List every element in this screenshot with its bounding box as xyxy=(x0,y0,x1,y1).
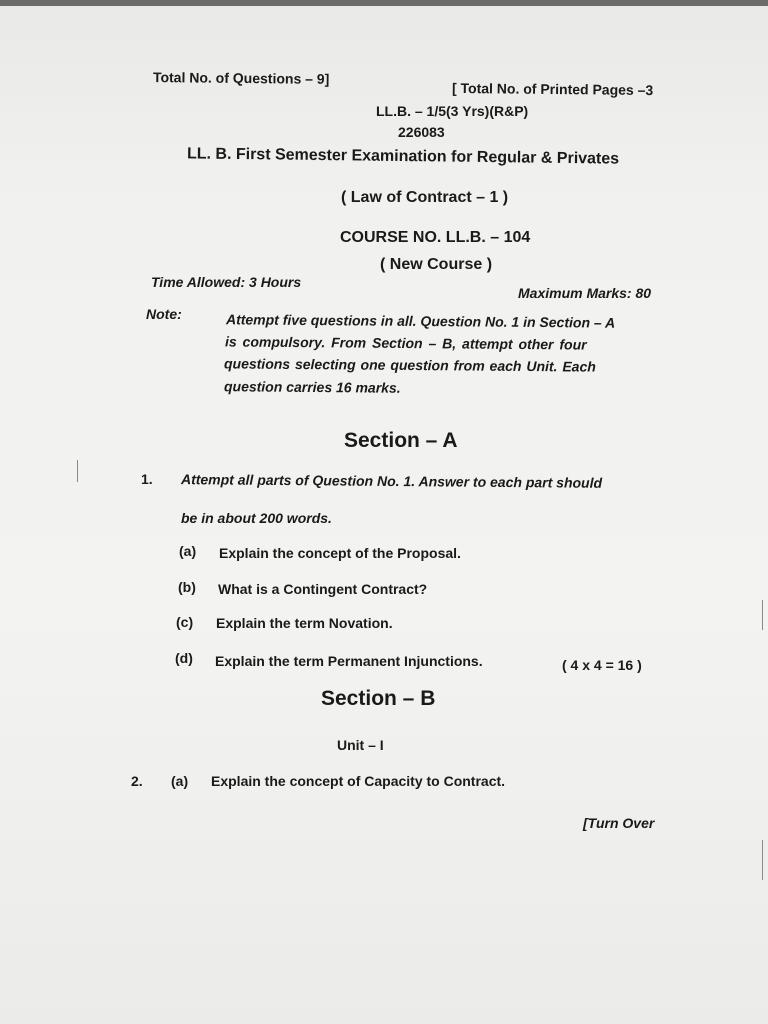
part-d-label: (d) xyxy=(175,650,193,666)
time-allowed: Time Allowed: 3 Hours xyxy=(151,274,302,290)
section-a-heading: Section – A xyxy=(344,429,458,452)
scan-mark xyxy=(762,840,763,880)
question-2-number: 2. xyxy=(131,773,143,789)
course-number: COURSE NO. LL.B. – 104 xyxy=(340,229,531,246)
exam-title: LL. B. First Semester Examination for Regular & Privates xyxy=(186,145,620,168)
part-c-label: (c) xyxy=(176,614,194,630)
note-label: Note: xyxy=(146,306,182,322)
part-b-label: (b) xyxy=(178,579,196,595)
part-a-label: (a) xyxy=(179,543,197,559)
page-top-edge xyxy=(0,0,768,6)
note-line: questions selecting one question from each Unit. Each xyxy=(223,355,596,375)
note-line: Attempt five questions in all. Question No. 1 in Section – A xyxy=(225,311,616,331)
paper-code: LL.B. – 1/5(3 Yrs)(R&P) xyxy=(376,103,529,119)
turn-over-note: [Turn Over xyxy=(583,815,655,831)
scan-mark xyxy=(762,600,763,630)
question-1-marks: ( 4 x 4 = 16 ) xyxy=(562,657,642,673)
subject-name: ( Law of Contract – 1 ) xyxy=(341,189,509,206)
unit-1-heading: Unit – I xyxy=(337,737,384,753)
question-1-number: 1. xyxy=(141,471,153,487)
scan-mark xyxy=(77,460,78,482)
question-2-part-text: Explain the concept of Capacity to Contract. xyxy=(211,773,506,789)
part-d-text: Explain the term Permanent Injunctions. xyxy=(215,653,483,669)
part-a-text: Explain the concept of the Proposal. xyxy=(219,545,461,561)
course-type: ( New Course ) xyxy=(380,256,493,273)
part-c-text: Explain the term Novation. xyxy=(216,615,393,631)
paper-number: 226083 xyxy=(398,124,445,140)
part-b-text: What is a Contingent Contract? xyxy=(218,581,428,597)
total-printed-pages: [ Total No. of Printed Pages –3 xyxy=(451,79,654,99)
question-2-part-label: (a) xyxy=(171,773,189,789)
note-line: question carries 16 marks. xyxy=(223,378,401,396)
note-line: is compulsory. From Section – B, attempt other four xyxy=(224,333,587,353)
total-questions: Total No. of Questions – 9] xyxy=(152,69,330,87)
section-b-heading: Section – B xyxy=(321,687,436,710)
question-1-instruction-cont: be in about 200 words. xyxy=(181,510,332,526)
maximum-marks: Maximum Marks: 80 xyxy=(518,285,652,301)
question-1-instruction: Attempt all parts of Question No. 1. Answer to each part should xyxy=(180,471,603,491)
